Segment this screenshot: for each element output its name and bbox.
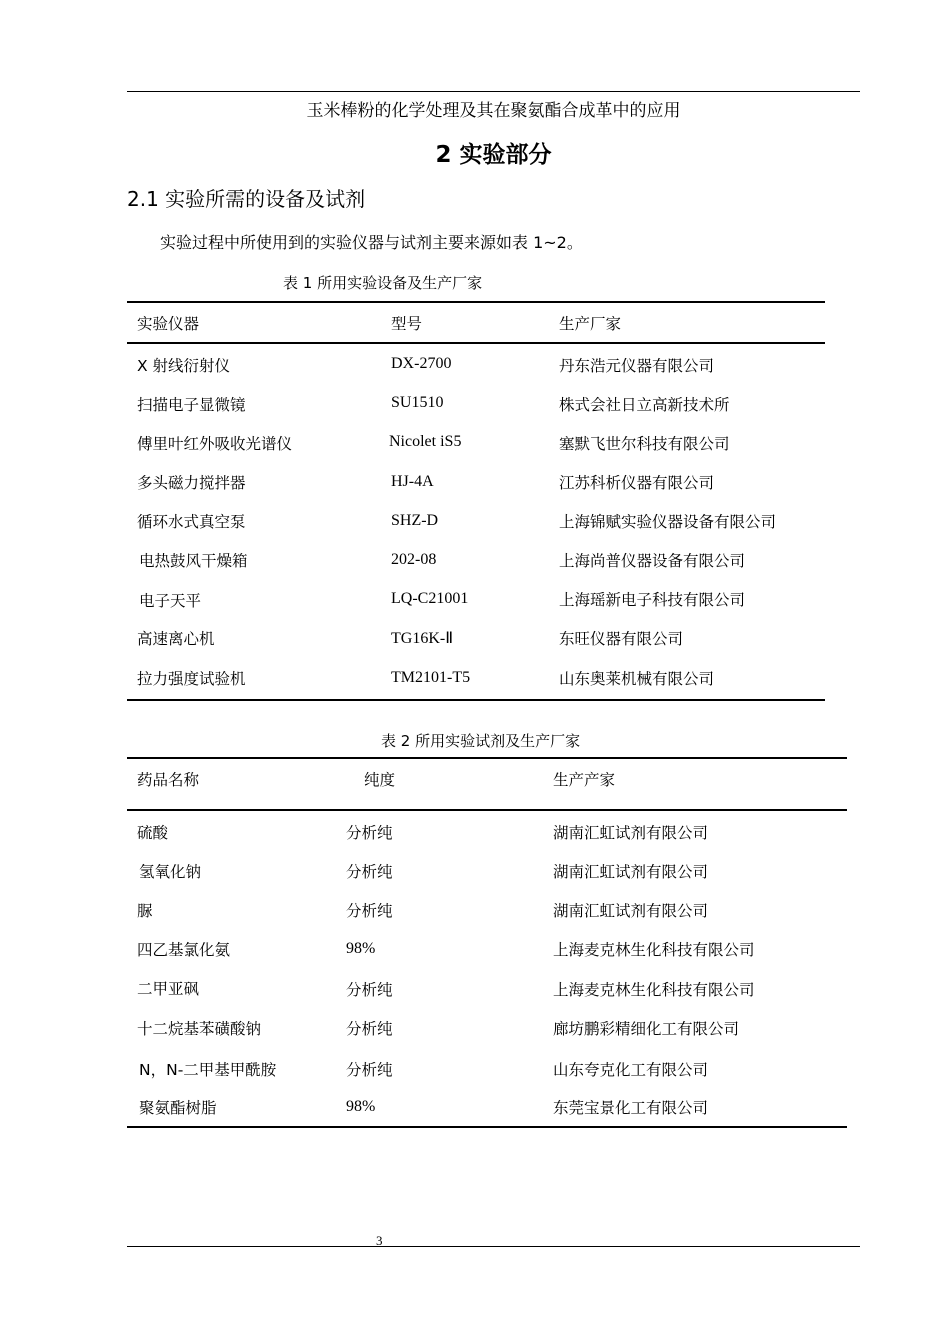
table1-instrument: 拉力强度试验机 [137,670,246,688]
table1-instrument: 电子天平 [139,592,202,610]
chapter-title: 2 实验部分 [435,142,552,168]
table2-maker: 上海麦克林生化科技有限公司 [553,981,755,999]
table2-chemical: 二甲亚砜 [137,980,200,998]
table1-bottom-rule [127,699,825,701]
table1-instrument: 多头磁力搅拌器 [137,474,246,492]
table1-top-rule [127,301,825,303]
table2-purity: 分析纯 [346,981,393,999]
table1-maker: 江苏科析仪器有限公司 [559,474,715,492]
table1-model: TM2101-T5 [391,669,471,686]
table2-chemical: 脲 [137,902,153,920]
table1-maker: 上海尚普仪器设备有限公司 [559,552,746,570]
table2-header-chemical: 药品名称 [137,771,200,789]
footer-rule [127,1246,860,1247]
header-rule [127,91,860,92]
running-header: 玉米棒粉的化学处理及其在聚氨酯合成革中的应用 [306,101,681,121]
table2-chemical: 硫酸 [137,824,169,842]
table2-maker: 上海麦克林生化科技有限公司 [553,941,755,959]
table1-header-instrument: 实验仪器 [137,315,200,333]
table2-chemical: N，N-二甲基甲酰胺 [139,1061,277,1079]
table1-model: LQ-C21001 [391,590,469,607]
table1-header-model: 型号 [391,315,423,333]
table1-maker: 上海锦赋实验仪器设备有限公司 [559,513,777,531]
table1-caption: 表 1 所用实验设备及生产厂家 [283,274,483,292]
table1-maker: 东旺仪器有限公司 [559,630,684,648]
table1-instrument: 傅里叶红外吸收光谱仪 [137,435,293,453]
page-number: 3 [376,1233,383,1248]
table1-maker: 株式会社日立高新技术所 [559,396,730,414]
table1-model: DX-2700 [391,355,452,372]
table2-purity: 分析纯 [346,902,393,920]
table1-model: SU1510 [391,394,444,411]
table2-purity: 分析纯 [346,824,393,842]
table2-caption: 表 2 所用实验试剂及生产厂家 [381,732,581,750]
table2-purity: 分析纯 [346,1020,393,1038]
table1-model: TG16K-Ⅱ [391,630,454,647]
table2-chemical: 十二烷基苯磺酸钠 [137,1020,262,1038]
table1-instrument: 扫描电子显微镜 [137,396,246,414]
table1-maker: 塞默飞世尔科技有限公司 [559,435,730,453]
table2-header-purity: 纯度 [364,771,396,789]
table1-model: SHZ-D [391,512,439,529]
table1-instrument: 电热鼓风干燥箱 [139,552,248,570]
table1-instrument: X 射线衍射仪 [137,357,231,375]
table2-maker: 廊坊鹏彩精细化工有限公司 [553,1020,740,1038]
table1-model: Nicolet iS5 [389,433,462,450]
table1-model: 202-08 [391,551,437,568]
table2-maker: 湖南汇虹试剂有限公司 [553,863,709,881]
table2-purity: 分析纯 [346,863,393,881]
table2-maker: 东莞宝景化工有限公司 [553,1099,709,1117]
intro-paragraph: 实验过程中所使用到的实验仪器与试剂主要来源如表 1~2。 [160,233,583,252]
table2-purity: 98% [346,1098,376,1115]
table2-chemical: 氢氧化钠 [139,863,202,881]
table1-maker: 山东奥莱机械有限公司 [559,670,715,688]
table1-header-rule [127,342,825,344]
table1-instrument: 循环水式真空泵 [137,513,246,531]
table2-maker: 湖南汇虹试剂有限公司 [553,902,709,920]
table2-header-rule [127,809,847,811]
table2-maker: 山东夸克化工有限公司 [553,1061,709,1079]
table2-purity: 98% [346,940,376,957]
table1-maker: 丹东浩元仪器有限公司 [559,357,715,375]
table1-instrument: 高速离心机 [137,630,215,648]
table2-header-maker: 生产产家 [553,771,616,789]
table2-chemical: 四乙基氯化氨 [137,941,231,959]
section-title: 2.1 实验所需的设备及试剂 [127,187,366,211]
table2-purity: 分析纯 [346,1061,393,1079]
table2-maker: 湖南汇虹试剂有限公司 [553,824,709,842]
table2-chemical: 聚氨酯树脂 [139,1099,217,1117]
table1-maker: 上海瑶新电子科技有限公司 [559,591,746,609]
table2-top-rule [127,757,847,759]
table1-model: HJ-4A [391,473,434,490]
table2-bottom-rule [127,1126,847,1128]
table1-header-maker: 生产厂家 [559,315,622,333]
